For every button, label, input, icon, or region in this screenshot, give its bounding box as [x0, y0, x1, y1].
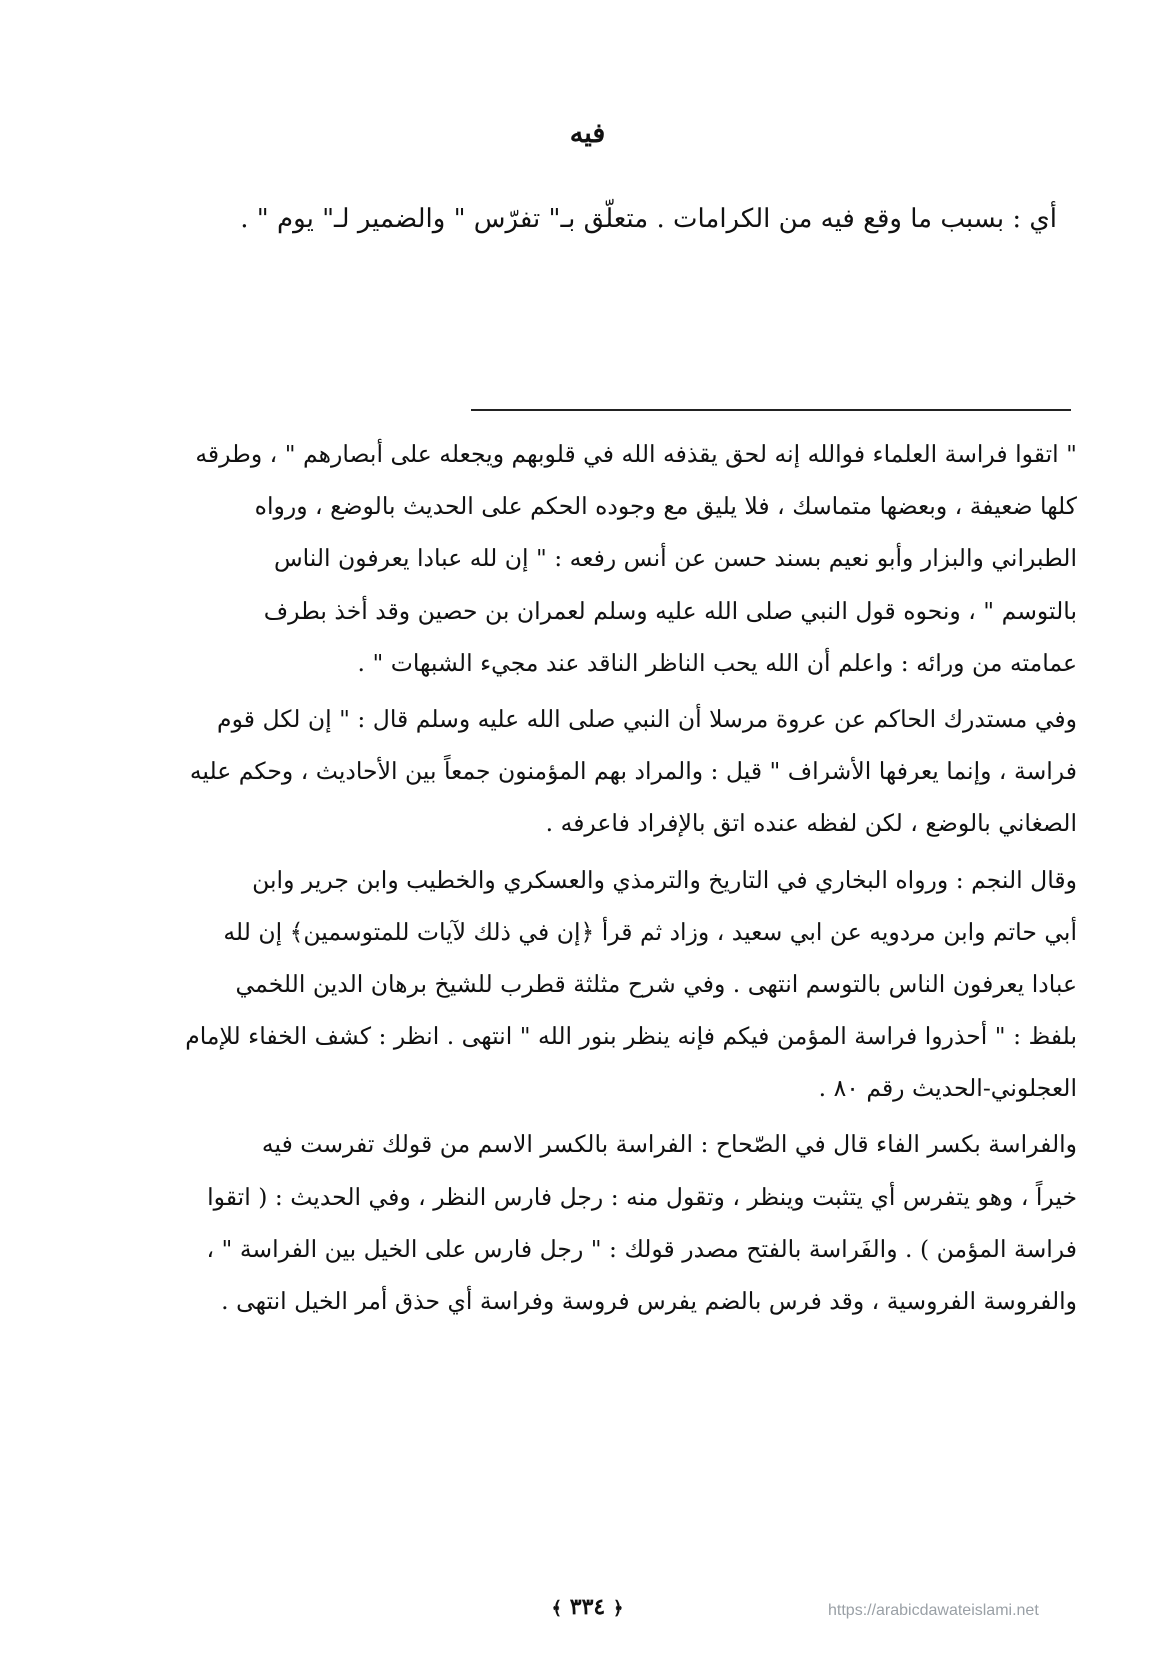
text-line: فراسة المؤمن ) . والفَراسة بالفتح مصدر قولك : " رجل فارس على الخيل بين الفراسة " ، — [206, 1234, 1077, 1263]
text-line: والفراسة بكسر الفاء قال في الصّحاح : الفراسة بالكسر الاسم من قولك تفرست فيه — [261, 1130, 1077, 1159]
text-line: " اتقوا فراسة العلماء فوالله إنه لحق يقذفه الله في قلوبهم ويجعله على أبصارهم " ، وطرقه — [195, 440, 1077, 468]
footnote-paragraph-3 — [97, 854, 1077, 1115]
text-line: عبادا يعرفون الناس بالتوسم انتهى . وفي شرح مثلثة قطرب للشيخ برهان الدين اللخمي — [235, 969, 1077, 998]
text-line: أبي حاتم وابن مردويه عن ابي سعيد ، وزاد ثم قرأ ﴿إن في ذلك لآيات للمتوسمين﴾ إن لله — [223, 917, 1077, 946]
text-line: وفي مستدرك الحاكم عن عروة مرسلا أن النبي صلى الله عليه وسلم قال : " إن لكل قوم — [217, 704, 1077, 733]
text-line: بالتوسم " ، ونحوه قول النبي صلى الله عليه وسلم لعمران بن حصين وقد أخذ بطرف — [263, 596, 1077, 625]
text-line: خيراً ، وهو يتفرس أي يتثبت وينظر ، وتقول منه : رجل فارس النظر ، وفي الحديث : ( اتقوا — [207, 1182, 1077, 1211]
footnote-paragraph-2 — [97, 693, 1077, 850]
footnote-paragraph-4 — [97, 1118, 1077, 1327]
text-line: الطبراني والبزار وأبو نعيم بسند حسن عن أنس رفعه : " إن لله عبادا يعرفون الناس — [273, 544, 1077, 573]
footnote-divider — [471, 409, 1071, 411]
text-line: عمامته من ورائه : واعلم أن الله يحب الناظر الناقد عند مجيء الشبهات " . — [357, 648, 1077, 677]
text-line: فراسة ، وإنما يعرفها الأشراف " قيل : والمراد بهم المؤمنون جمعاً بين الأحاديث ، وحكم عليه — [189, 757, 1077, 786]
text-line: الصغاني بالوضع ، لكن لفظه عنده اتق بالإفراد فاعرفه . — [545, 809, 1077, 838]
footnote-paragraph-1 — [97, 428, 1077, 689]
text-line: والفروسة الفروسية ، وقد فرس بالضم يفرس فروسة وفراسة أي حذق أمر الخيل انتهى . — [221, 1287, 1077, 1315]
footnotes-section — [97, 428, 1077, 1327]
ornament-right-icon: ﴿ — [612, 1598, 624, 1619]
text-line: بلفظ : " أحذروا فراسة المؤمن فيكم فإنه ينظر بنور الله " انتهى . انظر : كشف الخفاء للإمام — [185, 1022, 1077, 1051]
heading-note: أي : بسبب ما وقع فيه من الكرامات . متعلّق بـ" تفرّس " والضمير لـ" يوم " . — [240, 204, 1057, 234]
page-number-value: ٣٣٤ — [569, 1594, 606, 1620]
text-line: كلها ضعيفة ، وبعضها متماسك ، فلا يليق مع وجوده الحكم على الحديث بالوضع ، ورواه — [254, 492, 1077, 521]
text-line: العجلوني-الحديث رقم ٨٠ . — [818, 1074, 1077, 1103]
watermark-url: https://arabicdawateislami.net — [828, 1602, 1039, 1619]
ornament-left-icon: ﴾ — [551, 1598, 563, 1619]
text-line: وقال النجم : ورواه البخاري في التاريخ والترمذي والعسكري والخطيب وابن جرير وابن — [252, 865, 1077, 894]
heading-word: فيه — [569, 118, 606, 149]
